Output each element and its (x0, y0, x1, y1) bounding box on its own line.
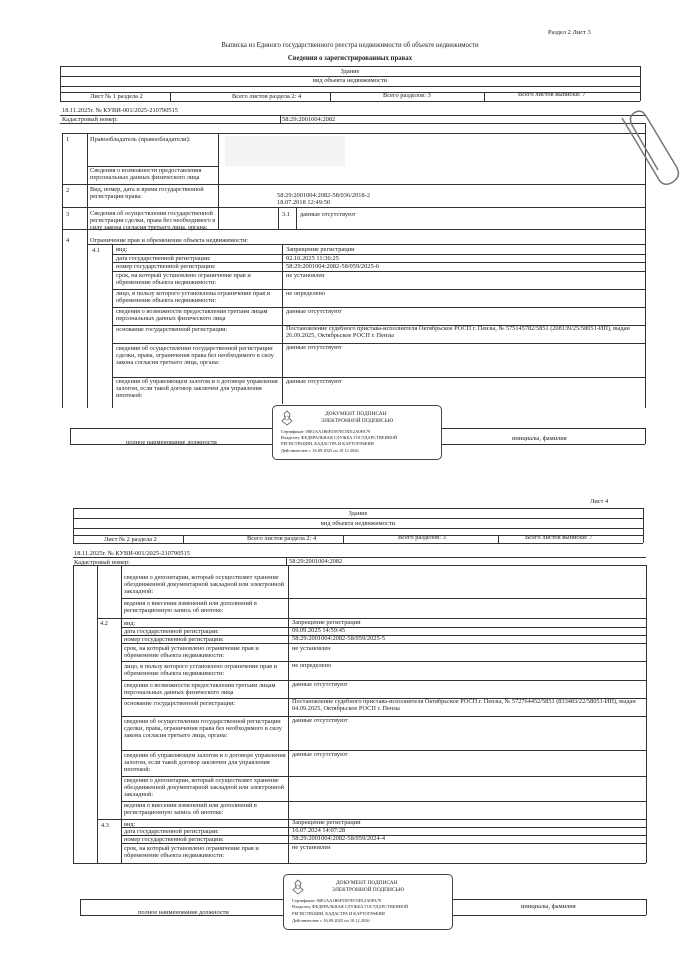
footer-position: полное наименование должности (126, 439, 217, 446)
r43-value-2: 58:29:2001004:2082-58/059/2024-4 (292, 835, 386, 842)
row2-label: Вид, номер, дата и время государственной регистрации права: (90, 186, 204, 201)
r42-label-9: сведения о депозитарии, который осуществляет хранение обездвиженной документарной закладной или электронной закладной: (124, 777, 285, 799)
stamp2-line2: ЭЛЕКТРОННОЙ ПОДПИСЬЮ (332, 887, 405, 893)
object-type: Здание (340, 68, 360, 75)
stamp2-line1: ДОКУМЕНТ ПОДПИСАН (336, 880, 398, 886)
row2-value: 58:29:2001004:2082-58/036/2018-2 (277, 192, 371, 199)
r43-label-0: вид: (124, 821, 136, 828)
restriction-label-7: сведения об осуществлении государственной регистрации сделки, права, ограничения права без необходимого в силу закона согласия третьего лица, органа: (116, 345, 274, 367)
restriction-value-3: не установлен (286, 272, 325, 279)
restriction-value-1: 02.10.2025 11:36:25 (286, 255, 339, 262)
stamp2-line3: Сертификат: 00E1AA1B6F5587EC9D12A0FA79 (292, 898, 382, 903)
restriction-value-2: 58:29:2001004:2082-58/059/2025-6 (286, 263, 380, 270)
r42-value-8: данные отсутствуют (292, 751, 348, 758)
row42-idx: 4.2 (100, 620, 108, 627)
page2-label: Лист 4 (590, 498, 609, 505)
doc-subtitle: Сведения о зарегистрированных правах (287, 55, 413, 62)
row1-sub: Сведения о возможности предоставления персональных данных физического лица (90, 167, 202, 182)
total-sections-2: Всего разделов: 3 (398, 534, 446, 541)
r42-value-5: данные отсутствуют (292, 681, 348, 688)
total-sheets-2: Всего листов выписки: 7 (525, 534, 593, 541)
cadastral-value: 58:29:2001004:2082 (282, 116, 336, 123)
signature-stamp-2 (283, 874, 453, 930)
restriction-label-5: сведения о возможности предоставления третьим лицам персональных данных физического лица (116, 308, 268, 323)
signature-stamp (272, 405, 442, 460)
paperclip-icon (616, 100, 694, 195)
r42-label-5: сведения о возможности предоставления третьим лицам персональных данных физического лица (124, 682, 276, 697)
r42-value-7: данные отсутствуют (292, 717, 348, 724)
stamp-line4: Владелец: ФЕДЕРАЛЬНАЯ СЛУЖБА ГОСУДАРСТВЕННОЙ (281, 435, 398, 440)
restriction-label-6: основание государственной регистрации: (116, 326, 228, 333)
r43-value-1: 16.07.2024 14:07:28 (292, 827, 346, 834)
restriction-label-1: дата государственной регистрации: (116, 255, 211, 262)
total-sheets: Всего листов выписки: 7 (518, 91, 586, 98)
r42-label-0: вид: (124, 620, 136, 627)
row4-label: Ограничение прав и обременение объекта недвижимости: (90, 237, 249, 244)
total-sheets-section: Всего листов раздела 2: 4 (232, 93, 302, 100)
r42-label-10: ведения о внесении изменений или дополнений в регистрационную запись об ипотеке: (124, 802, 257, 817)
footer-position-2: полное наименование должности (138, 909, 229, 916)
stamp-line3: Сертификат: 00E1AA1B6F5587EC9D12A0FA79 (281, 429, 371, 434)
stamp-line1: ДОКУМЕНТ ПОДПИСАН (325, 411, 387, 417)
r42-label-1: дата государственной регистрации: (124, 628, 219, 635)
stamp2-line4: Владелец: ФЕДЕРАЛЬНАЯ СЛУЖБА ГОСУДАРСТВЕННОЙ (292, 904, 409, 909)
r42-value-6: Постановление судебного пристава-исполнителя Октябрьское РОСП г. Пензы, № 572764452/5851 (833483/22/58051-ИП), выдан 04.09.2025, Октябрьское РОСП г. Пензы (292, 698, 636, 713)
r43-value-3: не установлен (292, 844, 331, 851)
row3-value: данные отсутствуют (300, 211, 356, 218)
date-number-2: 18.11.2025г. № КУВИ-001/2025-210790515 (74, 550, 191, 557)
restriction-value-0: Запрещение регистрации (286, 246, 355, 253)
restriction-label-3: срок, на который установлено ограничение прав и обременение объекта недвижимости: (116, 272, 251, 287)
object-caption-2: вид объекта недвижимости (320, 520, 396, 527)
row2-value2: 18.07.2018 12:49:50 (277, 199, 331, 206)
row2-num: 2 (66, 187, 70, 194)
row43-idx: 4.3 (101, 822, 109, 829)
emblem-icon (280, 410, 294, 426)
restriction-label-0: вид: (116, 246, 128, 253)
row41-idx: 4.1 (92, 247, 100, 254)
r42-label-8: сведения об управляющем залогом и о договоре управления залогом, если такой договор заключен для управления ипотекой: (124, 752, 286, 774)
emblem-icon-2 (291, 879, 305, 895)
restriction-value-4: не определено (286, 290, 326, 297)
row3-idx: 3.1 (282, 211, 290, 218)
r42-value-2: 58:29:2001004:2082-58/059/2025-5 (292, 635, 386, 642)
sheet-label-2: Лист № 2 раздела 2 (104, 536, 157, 543)
page-label-top: Раздел 2 Лист 3 (548, 29, 591, 36)
r42-label-7: сведения об осуществлении государственной регистрации сделки, права, ограничения права без необходимого в силу закона согласия третьего лица, органа: (124, 718, 282, 740)
date-number: 18.11.2025г. № КУВИ-001/2025-210790515 (62, 107, 179, 114)
r42-value-0: Запрещение регистрации (292, 619, 361, 626)
stamp-line5: РЕГИСТРАЦИИ, КАДАСТРА И КАРТОГРАФИИ (281, 441, 374, 446)
cadastral-label-2: Кадастровый номер: (74, 559, 130, 566)
row4-num: 4 (66, 237, 70, 244)
restriction-value-7: данные отсутствуют (286, 344, 342, 351)
p2-top-label-1: ведения о внесении изменений или дополнений в регистрационную запись об ипотеке: (124, 600, 257, 615)
stamp2-line5: РЕГИСТРАЦИИ, КАДАСТРА И КАРТОГРАФИИ (292, 911, 385, 916)
p2-top-label-0: сведения о депозитарии, который осуществляет хранение обездвиженной документарной закладной или электронной закладной: (124, 574, 285, 596)
total-sections: Всего разделов: 3 (383, 92, 431, 99)
r43-value-0: Запрещение регистрации (292, 819, 361, 826)
stamp2-line6: Действителен: с 16.09.2025 по 10.12.2026 (292, 918, 370, 923)
r42-value-3: не установлен (292, 645, 331, 652)
object-caption: вид объекта недвижимости (312, 77, 388, 84)
cadastral-value-2: 58:29:2001004:2082 (289, 558, 343, 565)
r42-label-2: номер государственной регистрации: (124, 636, 224, 643)
restriction-label-2: номер государственной регистрации: (116, 263, 216, 270)
restriction-value-6: Постановление судебного пристава-исполнителя Октябрьское РОСП г. Пензы, № 575145782/5851 (208139/25/58051-ИП), выдан 26.09.2025, Октябрьское РОСП г. Пензы (286, 325, 630, 340)
r42-label-6: основание государственной регистрации: (124, 700, 236, 707)
cadastral-label: Кадастровый номер: (62, 116, 118, 123)
footer-initials: инициалы, фамилия (512, 435, 567, 442)
stamp-line6: Действителен: с 16.09.2025 по 10.12.2026 (281, 448, 359, 453)
row3-num: 3 (66, 211, 70, 218)
stamp-line2: ЭЛЕКТРОННОЙ ПОДПИСЬЮ (321, 418, 394, 424)
r42-value-4: не определено (292, 662, 332, 669)
restriction-value-5: данные отсутствуют (286, 308, 342, 315)
r42-label-4: лицо, в пользу которого установлено ограничение прав и обременение объекта недвижимости: (124, 663, 278, 678)
sheet-label: Лист № 1 раздела 2 (90, 93, 143, 100)
r43-label-1: дата государственной регистрации: (124, 828, 219, 835)
row3-label: Сведения об осуществлении государственной регистрации сделки, права без необходимого в силу закона согласия третьего лица, органа: (90, 210, 216, 232)
r43-label-2: номер государственной регистрации: (124, 836, 224, 843)
row1-num: 1 (66, 136, 70, 143)
row1-label: Правообладатель (правообладатели): (90, 136, 191, 143)
r42-value-1: 09.09.2025 14:59:45 (292, 627, 346, 634)
restriction-label-8: сведения об управляющем залогом и о договоре управления залогом, если такой договор заключен для управления ипотекой: (116, 378, 278, 400)
footer-initials-2: инициалы, фамилия (521, 903, 576, 910)
r43-label-3: срок, на который установлено ограничение прав и обременение объекта недвижимости: (124, 845, 259, 860)
restriction-value-8: данные отсутствуют (286, 378, 342, 385)
object-type-2: Здание (348, 510, 368, 517)
doc-title: Выписка из Единого государственного реестра недвижимости об объекте недвижимости (221, 42, 479, 49)
r42-label-3: срок, на который установлено ограничение прав и обременение объекта недвижимости: (124, 645, 259, 660)
total-sheets-section-2: Всего листов раздела 2: 4 (247, 535, 317, 542)
restriction-label-4: лицо, в пользу которого установлены ограничение прав и обременение объекта недвижимости: (116, 290, 271, 305)
